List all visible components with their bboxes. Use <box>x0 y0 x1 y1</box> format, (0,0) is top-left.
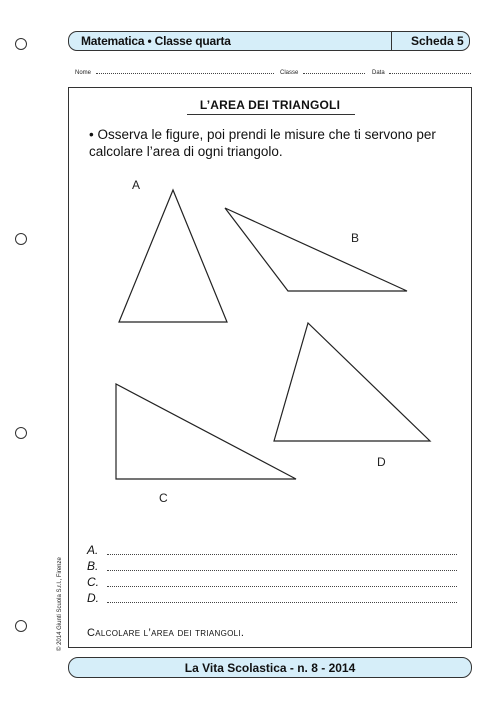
answer-line[interactable] <box>107 554 457 555</box>
answer-line[interactable] <box>107 602 457 603</box>
answer-line[interactable] <box>107 586 457 587</box>
triangle-b <box>225 208 407 291</box>
triangle-d <box>274 323 430 441</box>
date-dots <box>389 68 471 74</box>
answer-row-a[interactable] <box>87 543 457 559</box>
student-fields <box>75 68 475 78</box>
answer-line[interactable] <box>107 570 457 571</box>
binder-hole-1 <box>15 38 27 50</box>
sheet-number: Scheda 5 <box>411 34 464 48</box>
worksheet-title: L’AREA DEI TRIANGOLI <box>199 98 341 112</box>
triangle-label-b: B <box>351 231 360 245</box>
triangle-label-d: D <box>377 455 386 469</box>
header-subject: Matematica • Classe quarta <box>81 34 231 48</box>
answer-label: C. <box>87 575 99 589</box>
triangle-label-a: A <box>132 178 141 192</box>
instruction-text: • Osserva le figure, poi prendi le misure che ti servono per calcolare l’area di ogni triangolo. <box>89 127 436 159</box>
binder-hole-2 <box>15 233 27 245</box>
triangle-c <box>116 384 296 479</box>
class-field[interactable] <box>280 68 365 76</box>
date-field[interactable] <box>372 68 471 76</box>
answer-list <box>87 543 457 607</box>
answer-label: D. <box>87 591 99 605</box>
header-bar <box>68 31 470 51</box>
answer-row-c[interactable] <box>87 575 457 591</box>
copyright-text: © 2014 Giunti Scuola S.r.l., Firenze <box>57 557 63 651</box>
task-text: Calcolare l’area dei triangoli. <box>87 627 245 639</box>
date-label: Data <box>372 70 385 76</box>
answer-label: A. <box>87 543 99 557</box>
worksheet-card <box>68 87 472 648</box>
triangle-a <box>119 190 227 322</box>
answer-label: B. <box>87 559 99 573</box>
binder-hole-4 <box>15 620 27 632</box>
name-field[interactable] <box>75 68 274 76</box>
triangles-figure <box>69 88 473 528</box>
answer-row-d[interactable] <box>87 591 457 607</box>
name-label: Nome <box>75 70 92 76</box>
name-dots <box>96 68 274 74</box>
triangle-label-c: C <box>159 491 168 505</box>
class-dots <box>303 68 365 74</box>
footer-bar <box>68 657 472 678</box>
class-label: Classe <box>280 70 299 76</box>
binder-hole-3 <box>15 427 27 439</box>
header-divider <box>391 31 392 51</box>
footer-text: La Vita Scolastica - n. 8 - 2014 <box>184 661 356 675</box>
answer-row-b[interactable] <box>87 559 457 575</box>
